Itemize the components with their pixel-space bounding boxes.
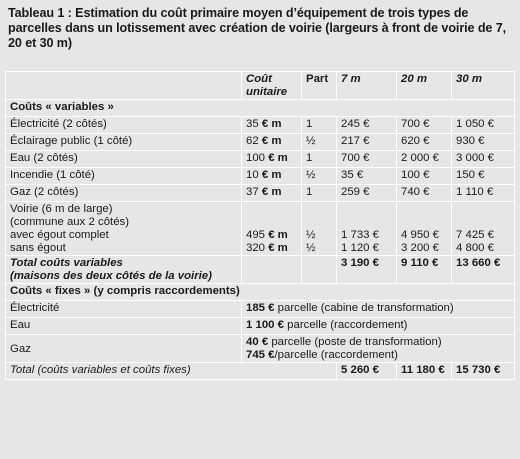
- value-7m: 700 €: [337, 151, 397, 168]
- header-20m: [397, 72, 452, 100]
- part-value: ½: [306, 229, 316, 241]
- voirie-label-line: Voirie (6 m de large): [10, 203, 113, 215]
- value-30m: 930 €: [452, 134, 515, 151]
- unit-cost-line: [246, 229, 298, 242]
- voirie-label-line: (commune aux 2 côtés): [10, 216, 130, 228]
- value-20m: 740 €: [397, 185, 452, 202]
- unit-value: 10: [246, 169, 259, 181]
- total-variables-label: [6, 256, 242, 284]
- fixed-amount: 40 €: [246, 336, 269, 348]
- part-value: ½: [302, 134, 337, 151]
- row-label: Éclairage public (1 côté): [6, 134, 242, 151]
- unit-value: 35: [246, 118, 259, 130]
- fixed-row: [6, 318, 515, 335]
- voirie-label-line: avec égout complet: [10, 229, 109, 241]
- unit-cost: [242, 117, 302, 134]
- header-30m-label: 30 m: [456, 73, 482, 85]
- value-20m: 700 €: [397, 117, 452, 134]
- header-7m-label: 7 m: [341, 73, 361, 85]
- empty-cell: [242, 256, 302, 284]
- value-20m: 100 €: [397, 168, 452, 185]
- total-all-row: [6, 363, 515, 380]
- section-fixes: Coûts « fixes » (y compris raccordements): [6, 284, 515, 301]
- section-variables: Coûts « variables »: [6, 100, 515, 117]
- fixed-detail: [242, 335, 515, 363]
- total-all-label: Total (coûts variables et coûts fixes): [6, 363, 337, 380]
- unit-suffix: € m: [268, 152, 288, 164]
- row-label: Électricité (2 côtés): [6, 117, 242, 134]
- fixed-text: parcelle (poste de transformation): [268, 336, 442, 348]
- value-20m: 4 950 €: [401, 229, 440, 241]
- table-row: [6, 185, 515, 202]
- voirie-part: [302, 202, 337, 256]
- unit-suffix: € m: [261, 135, 282, 147]
- table-row: [6, 151, 515, 168]
- table-row: [6, 117, 515, 134]
- unit-cost: [242, 168, 302, 185]
- unit-suffix: € m: [268, 229, 288, 241]
- unit-cost: [242, 185, 302, 202]
- table-title: Tableau 1 : Estimation du coût primaire moyen d’équipement de trois types de parcelles dans un lotissement avec création de voirie (largeurs à front de voirie de 7, 20 et 30 m): [8, 6, 507, 50]
- row-label: Incendie (1 côté): [6, 168, 242, 185]
- unit-suffix: € m: [268, 242, 288, 254]
- part-value: 1: [302, 185, 337, 202]
- fixed-line: [246, 349, 511, 362]
- part-value: ½: [306, 242, 316, 254]
- fixed-label: Gaz: [6, 335, 242, 363]
- part-value: 1: [302, 117, 337, 134]
- header-part-label: Part: [306, 73, 329, 85]
- header-7m: [337, 72, 397, 100]
- total-20m: 9 110 €: [397, 256, 452, 284]
- value-30m: 1 050 €: [452, 117, 515, 134]
- header-empty: [6, 72, 242, 100]
- fixed-text: parcelle (cabine de transformation): [274, 302, 454, 314]
- value-7m: 245 €: [337, 117, 397, 134]
- row-label: Eau (2 côtés): [6, 151, 242, 168]
- voirie-30m: [452, 202, 515, 256]
- total-all-30m: 15 730 €: [452, 363, 515, 380]
- voirie-row: [6, 202, 515, 256]
- unit-suffix: € m: [261, 118, 282, 130]
- unit-value: 495: [246, 229, 266, 241]
- value-7m: 259 €: [337, 185, 397, 202]
- unit-value: 62: [246, 135, 259, 147]
- fixed-label: Électricité: [6, 301, 242, 318]
- voirie-label: [6, 202, 242, 256]
- section-fixes-row: [6, 284, 515, 301]
- fixed-line: [246, 336, 511, 349]
- unit-value: 100: [246, 152, 266, 164]
- unit-cost-line: [246, 242, 298, 255]
- value-7m: 1 733 €: [341, 229, 380, 241]
- header-row: [6, 72, 515, 100]
- fixed-amount: 1 100 €: [246, 319, 285, 331]
- fixed-label: Eau: [6, 318, 242, 335]
- unit-cost: [242, 151, 302, 168]
- total-label-line: Total coûts variables: [10, 257, 123, 269]
- voirie-unit-cost: [242, 202, 302, 256]
- total-all-7m: 5 260 €: [337, 363, 397, 380]
- value-7m: 1 120 €: [341, 242, 380, 254]
- fixed-text: /parcelle (raccordement): [274, 349, 398, 361]
- total-7m: 3 190 €: [337, 256, 397, 284]
- fixed-row: [6, 335, 515, 363]
- value-7m: 217 €: [337, 134, 397, 151]
- unit-suffix: € m: [261, 186, 282, 198]
- voirie-7m: [337, 202, 397, 256]
- value-20m: 2 000 €: [397, 151, 452, 168]
- fixed-detail: [242, 318, 515, 335]
- header-30m: [452, 72, 515, 100]
- table-row: [6, 168, 515, 185]
- value-30m: 1 110 €: [452, 185, 515, 202]
- fixed-amount: 745 €: [246, 349, 275, 361]
- unit-cost: [242, 134, 302, 151]
- unit-value: 37: [246, 186, 259, 198]
- voirie-label-line: sans égout: [10, 242, 66, 254]
- value-30m: 7 425 €: [456, 229, 495, 241]
- header-part: [302, 72, 337, 100]
- part-value: ½: [302, 168, 337, 185]
- unit-suffix: € m: [261, 169, 282, 181]
- part-value: 1: [302, 151, 337, 168]
- total-variables-row: [6, 256, 515, 284]
- value-30m: 4 800 €: [456, 242, 495, 254]
- fixed-detail: [242, 301, 515, 318]
- fixed-text: parcelle (raccordement): [284, 319, 408, 331]
- total-label-line: (maisons des deux côtés de la voirie): [10, 270, 212, 282]
- header-cout-line2: unitaire: [246, 86, 288, 98]
- header-20m-label: 20 m: [401, 73, 427, 85]
- table-row: [6, 134, 515, 151]
- cost-table: [5, 71, 515, 380]
- empty-cell: [302, 256, 337, 284]
- value-30m: 3 000 €: [452, 151, 515, 168]
- fixed-amount: 185 €: [246, 302, 275, 314]
- header-cout-unitaire: [242, 72, 302, 100]
- total-30m: 13 660 €: [452, 256, 515, 284]
- value-20m: 3 200 €: [401, 242, 440, 254]
- row-label: Gaz (2 côtés): [6, 185, 242, 202]
- value-7m: 35 €: [337, 168, 397, 185]
- value-30m: 150 €: [452, 168, 515, 185]
- total-all-20m: 11 180 €: [397, 363, 452, 380]
- section-variables-row: [6, 100, 515, 117]
- fixed-row: [6, 301, 515, 318]
- unit-value: 320: [246, 242, 266, 254]
- voirie-20m: [397, 202, 452, 256]
- header-cout-line1: Coût: [246, 73, 272, 85]
- value-20m: 620 €: [397, 134, 452, 151]
